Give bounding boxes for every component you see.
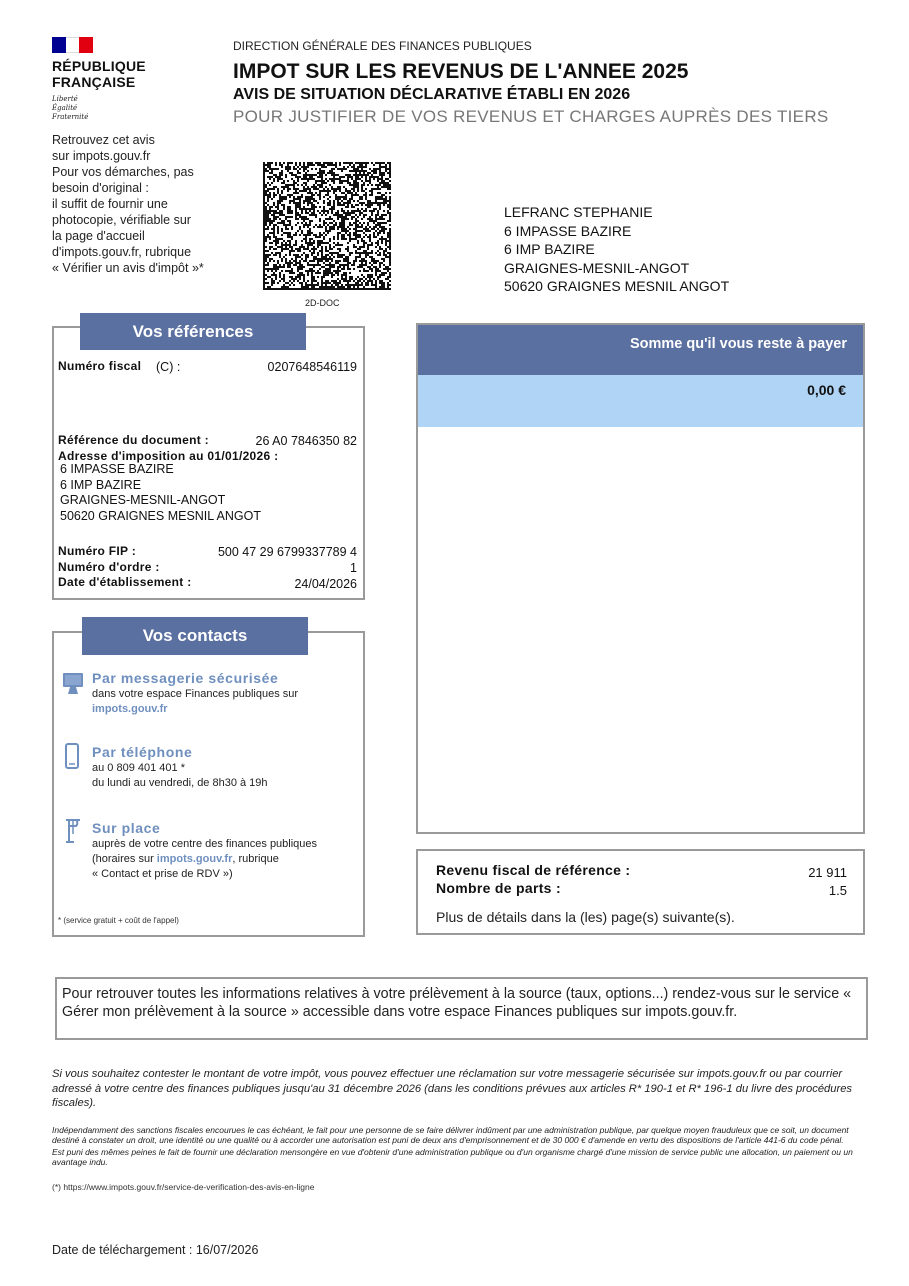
references-heading: Vos références xyxy=(80,313,306,350)
republique-francaise-logo: RÉPUBLIQUE FRANÇAISE xyxy=(52,58,146,90)
verification-footnote: (*) https://www.impots.gouv.fr/service-de-verification-des-avis-en-ligne xyxy=(52,1182,315,1192)
service-note: * (service gratuit + coût de l'appel) xyxy=(58,916,179,925)
computer-icon xyxy=(62,672,84,696)
document-subtitle: AVIS DE SITUATION DÉCLARATIVE ÉTABLI EN 2026 xyxy=(233,86,631,103)
withholding-info-text: Pour retrouver toutes les informations relatives à votre prélèvement à la source (taux, options...) rendez-vous sur le service « Gérer mon prélèvement à la source » accessible dans votre espace Finances publiques sur impots.gouv.fr. xyxy=(62,986,852,1020)
payment-label: Somme qu'il vous reste à payer xyxy=(629,336,847,352)
addressee-line: 6 IMPASSE BAZIRE xyxy=(504,222,632,239)
onsite-hours: (horaires sur impots.gouv.fr, rubrique xyxy=(92,853,279,865)
onsite-text: auprès de votre centre des finances publiques xyxy=(92,838,318,850)
document-tagline: POUR JUSTIFIER DE VOS REVENUS ET CHARGES AUPRÈS DES TIERS xyxy=(233,107,829,126)
fiscal-number-value: 0207648546119 xyxy=(267,360,357,374)
rfr-value: 21 911 xyxy=(808,865,847,880)
phone-number: au 0 809 401 401 * xyxy=(92,762,185,774)
payment-amount-row xyxy=(418,375,863,427)
doc-ref-label: Référence du document : xyxy=(58,433,209,447)
onsite-rubric: « Contact et prise de RDV ») xyxy=(92,868,233,880)
phone-icon xyxy=(65,743,79,769)
onsite-title: Sur place xyxy=(92,820,161,836)
onsite-link[interactable]: impots.gouv.fr xyxy=(156,853,233,865)
tax-address: 6 IMPASSE BAZIRE 6 IMP BAZIRE GRAIGNES-MESNIL-ANGOT 50620 GRAIGNES MESNIL ANGOT xyxy=(60,462,261,523)
2d-doc-label: 2D-DOC xyxy=(305,298,340,308)
addressee-block xyxy=(504,203,729,296)
fiscal-number-label: Numéro fiscal xyxy=(58,359,142,373)
messaging-text: dans votre espace Finances publiques sur xyxy=(92,688,299,700)
2d-doc-barcode xyxy=(263,162,391,290)
fip-label: Numéro FIP : xyxy=(58,544,137,558)
payment-header xyxy=(418,325,863,375)
details-note: Plus de détails dans la (les) page(s) suivante(s). xyxy=(436,909,735,925)
legal-paragraph: Est puni des mêmes peines le fait de fournir une déclaration mensongère en vue d'obtenir d'une administration publique ou d'un organisme chargé d'une mission de service public une allocation, un paiement ou un avantage indu. xyxy=(52,1147,853,1167)
french-flag-logo xyxy=(52,37,93,53)
issue-date-value: 24/04/2026 xyxy=(294,577,357,591)
download-date: Date de téléchargement : 16/07/2026 xyxy=(52,1243,259,1257)
intro-text: Retrouvez cet avis sur impots.gouv.fr Pour vos démarches, pas besoin d'original : il suffit de fournir une photocopie, vérifiable sur la page d'accueil d'impots.gouv.fr, rubrique « Vérifier un avis d'impôt »* xyxy=(52,133,204,275)
order-number-label: Numéro d'ordre : xyxy=(58,560,160,574)
legal-notice xyxy=(52,1125,872,1169)
fip-value: 500 47 29 6799337789 4 xyxy=(217,545,357,559)
contest-text: Si vous souhaitez contester le montant de votre impôt, vous pouvez effectuer une réclamation sur votre messagerie sécurisée sur impots.gouv.fr ou par courrier adressé à votre centre des finances publiques jusqu'au 31 décembre 2026 (dans les conditions prévues aux articles R* 190-1 et R* 196-1 du livre des procédures fiscales). xyxy=(52,1068,853,1109)
parts-label: Nombre de parts : xyxy=(436,880,561,896)
addressee-line: 50620 GRAIGNES MESNIL ANGOT xyxy=(504,278,730,294)
payment-amount: 0,00 € xyxy=(807,382,846,398)
fiscal-number-code: (C) : xyxy=(156,360,181,374)
order-number-value: 1 xyxy=(350,561,357,575)
directorate-name: DIRECTION GÉNÉRALE DES FINANCES PUBLIQUES xyxy=(233,39,532,53)
document-title: IMPOT SUR LES REVENUS DE L'ANNEE 2025 xyxy=(233,60,689,83)
tax-address-label: Adresse d'imposition au 01/01/2026 : xyxy=(58,449,279,463)
addressee-line: 6 IMP BAZIRE xyxy=(504,241,595,257)
doc-ref-value: 26 A0 7846350 82 xyxy=(255,434,357,448)
addressee-name: LEFRANC STEPHANIE xyxy=(504,204,653,220)
building-icon xyxy=(63,818,83,844)
phone-title: Par téléphone xyxy=(92,744,193,760)
parts-value: 1.5 xyxy=(828,883,847,898)
addressee-line: GRAIGNES-MESNIL-ANGOT xyxy=(504,259,690,276)
messaging-title: Par messagerie sécurisée xyxy=(92,670,279,686)
legal-paragraph: Indépendamment des sanctions fiscales encourues le cas échéant, le fait pour une personne de se faire délivrer indûment par une administration publique, par quelque moyen frauduleux que ce soit, un document destiné à constater un droit, une identité ou une qualité ou à accorder une autorisation est puni de deux ans d'emprisonnement et de 30 000 € d'amende en vertu des dispositions de l'article 441-6 du code pénal. xyxy=(52,1125,849,1145)
republic-motto: Liberté Égalité Fraternité xyxy=(52,95,89,121)
contacts-heading: Vos contacts xyxy=(82,617,308,655)
issue-date-label: Date d'établissement : xyxy=(58,575,192,589)
messaging-link[interactable]: impots.gouv.fr xyxy=(92,703,168,715)
rfr-label: Revenu fiscal de référence : xyxy=(436,862,631,878)
phone-hours: du lundi au vendredi, de 8h30 à 19h xyxy=(92,777,268,789)
